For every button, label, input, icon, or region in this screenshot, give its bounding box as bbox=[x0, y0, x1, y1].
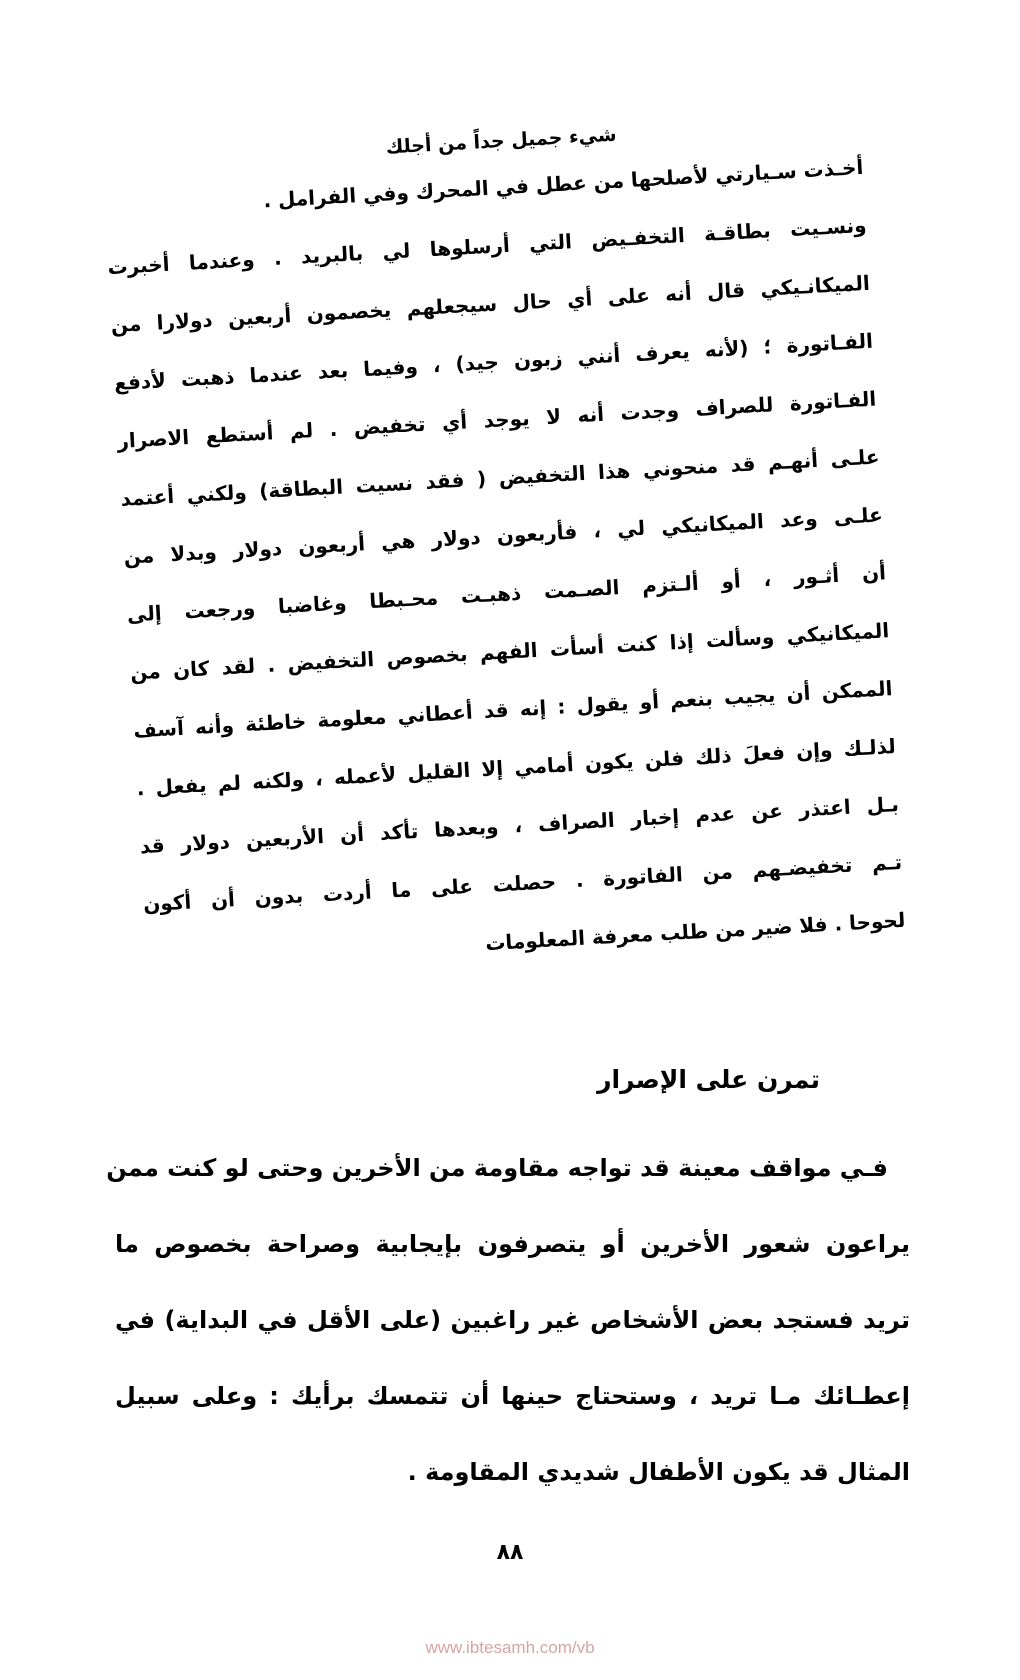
exercise-paragraph bbox=[106, 1130, 910, 1510]
text-line: لذلـك وإن فعلَ ذلك فلن يكون أمامي إلا القليل لأعمله ، ولكنه لم يفعل . bbox=[136, 734, 897, 801]
text-line: تريد فستجد بعض الأشخاص غير راغبين (على الأقل في البداية) في bbox=[115, 1306, 910, 1334]
text-line: أن أثـور ، أو ألـتزم الصـمت ذهبـت محـبطا وغاضبا ورجعت إلى bbox=[126, 560, 887, 627]
text-line: فـي مواقف معينة قد تواجه مقاومة من الأخرين وحتى لو كنت ممن bbox=[106, 1154, 888, 1182]
chapter-title: شيء جميل جداً من أجلك bbox=[385, 123, 618, 159]
text-line: إعطـائك مـا تريد ، وستحتاج حينها أن تتمسك برأيك : وعلى سبيل bbox=[115, 1382, 910, 1410]
text-line: علـى وعد الميكانيكي لي ، فأربعون دولار هي أربعون دولار وبدلا من bbox=[123, 502, 884, 569]
text-line: الميكانيكي وسألت إذا كنت أسأت الفهم بخصوص التخفيض . لقد كان من bbox=[129, 618, 890, 685]
text-line: بـل اعتذر عن عدم إخبار الصراف ، وبعدها تأكد أن الأربعين دولار قد bbox=[139, 791, 900, 859]
watermark-link[interactable]: www.ibtesamh.com/vb bbox=[425, 1638, 595, 1657]
text-line: الممكن أن يجيب بنعم أو يقول : إنه قد أعطاني معلومة خاطئة وأنه آسف bbox=[132, 676, 893, 743]
text-line: تـم تخفيضـهم من الفاتورة . حصلت على ما أردت بدون أن أكون bbox=[142, 849, 903, 917]
story-paragraph bbox=[103, 138, 907, 991]
section-title: تمرن على الإصرار bbox=[597, 1065, 820, 1094]
text-line: لحوحا . فلا ضير من طلب معرفة المعلومات bbox=[484, 907, 906, 956]
text-line: علـى أنهـم قد منحوني هذا التخفيض ( فقد نسيت البطاقة) ولكني أعتمد bbox=[119, 444, 881, 511]
text-line: المثال قد يكون الأطفال شديدي المقاومة . bbox=[407, 1458, 910, 1486]
text-line: ونسـيت بطاقـة التخفـيض التي أرسلوها لي بالبريد . وعندما أخبرت bbox=[106, 212, 868, 280]
text-line: الفـاتورة للصراف وجدت أنه لا يوجد أي تخفيض . لم أستطع الاصرار bbox=[116, 386, 877, 453]
text-line: الفـاتورة ؛ (لأنه يعرف أنني زبون جيد) ، وفيما بعد عندما ذهبت لأدفع bbox=[113, 328, 874, 396]
text-line: أخـذت سـيارتي لأصلحها من عطل في المحرك وفي الفرامل . bbox=[262, 154, 864, 213]
page-number: ٨٨ bbox=[496, 1540, 524, 1565]
text-line: يراعون شعور الأخرين أو يتصرفون بإيجابية وصراحة بخصوص ما bbox=[115, 1230, 910, 1258]
story-block bbox=[101, 110, 907, 991]
text-line: الميكانـيكي قال أنه على أي حال سيجعلهم يخصمون أربعين دولارا من bbox=[110, 270, 871, 338]
